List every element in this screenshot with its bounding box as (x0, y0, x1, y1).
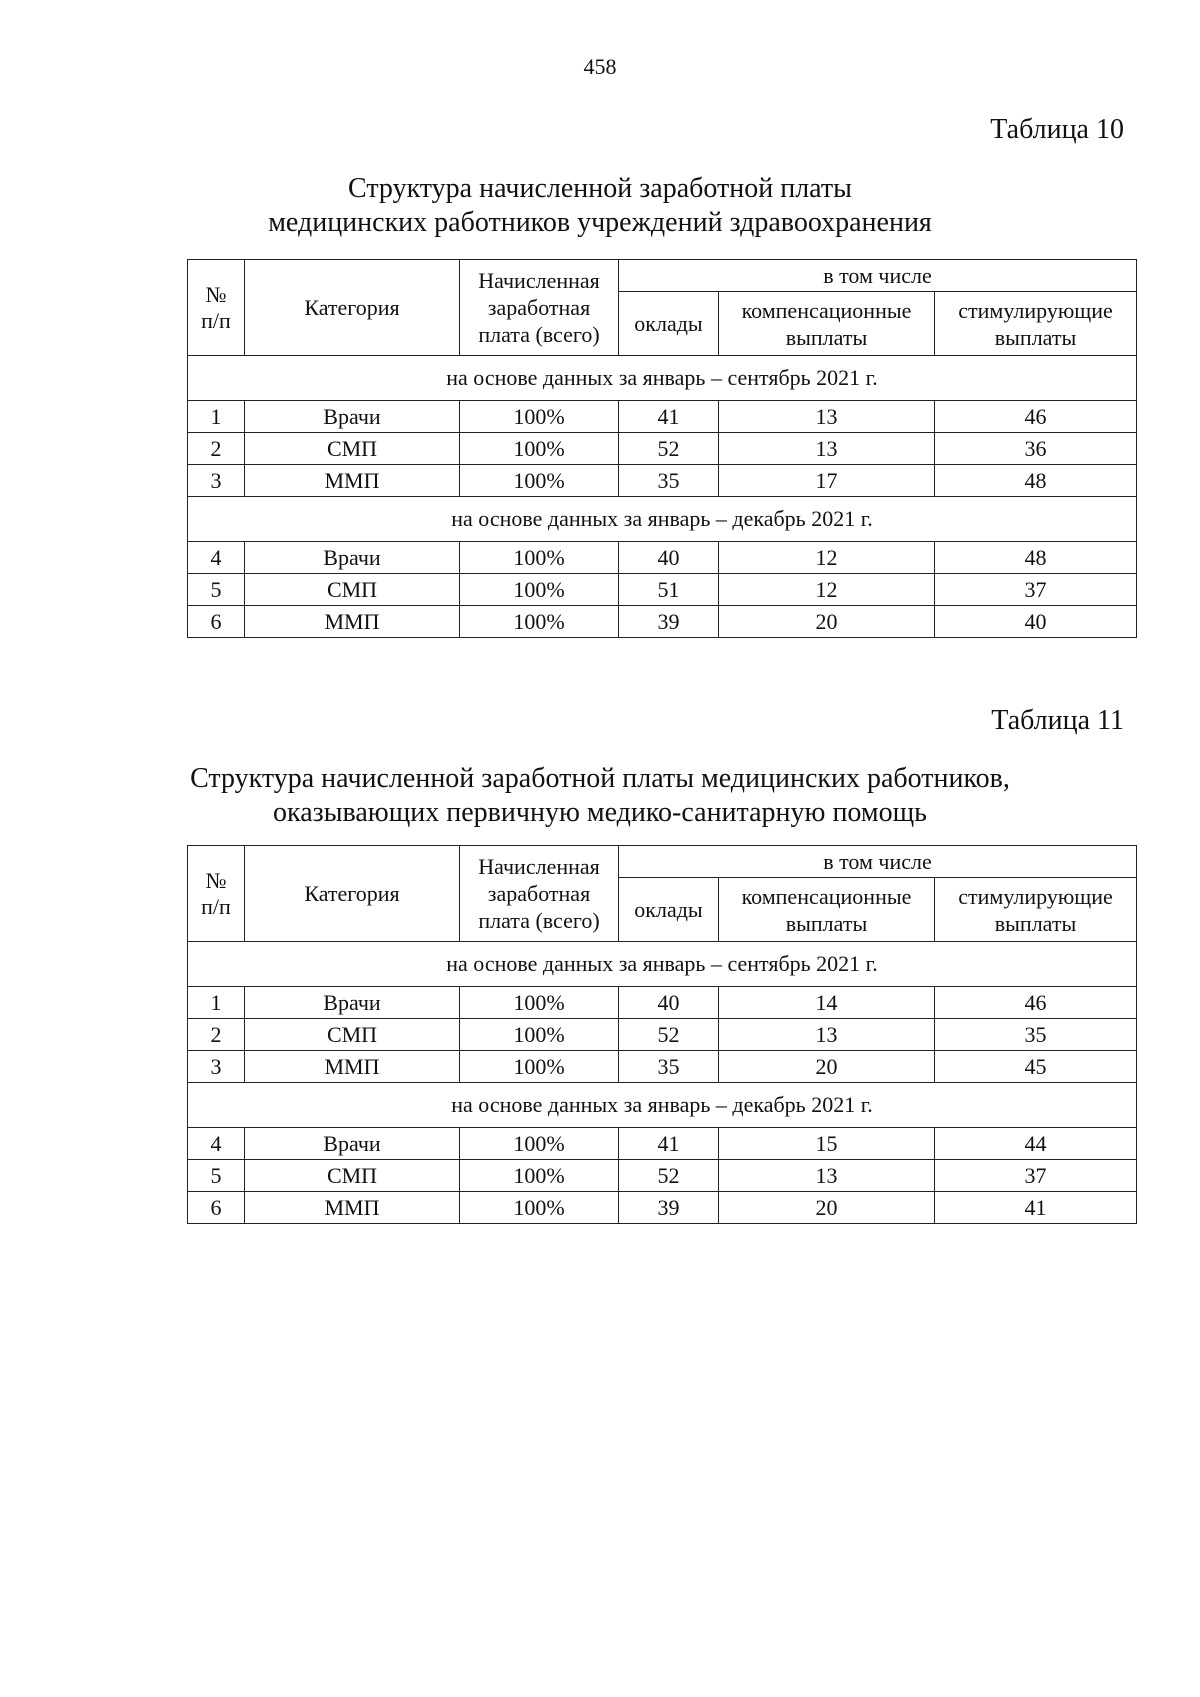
cell-salaries: 35 (619, 1051, 719, 1083)
cell-num: 2 (188, 433, 245, 465)
cell-incentive: 36 (935, 433, 1137, 465)
cell-salaries: 41 (619, 1128, 719, 1160)
cell-total: 100% (460, 987, 619, 1019)
header-incentive: стимулирующие выплаты (935, 878, 1137, 942)
cell-compensation: 17 (719, 465, 935, 497)
cell-total: 100% (460, 1160, 619, 1192)
cell-total: 100% (460, 542, 619, 574)
section-caption: на основе данных за январь – декабрь 2021 г. (188, 497, 1137, 542)
header-compensation: компенсационные выплаты (719, 878, 935, 942)
cell-incentive: 46 (935, 987, 1137, 1019)
cell-compensation: 20 (719, 1192, 935, 1224)
cell-total: 100% (460, 1051, 619, 1083)
cell-compensation: 13 (719, 1019, 935, 1051)
cell-compensation: 15 (719, 1128, 935, 1160)
table-row (188, 1051, 1137, 1083)
header-num-symbol: № (205, 867, 227, 893)
cell-salaries: 39 (619, 606, 719, 638)
cell-compensation: 12 (719, 574, 935, 606)
table-label: Таблица 10 (990, 114, 1124, 145)
cell-num: 6 (188, 1192, 245, 1224)
cell-num: 3 (188, 1051, 245, 1083)
cell-category: Врачи (245, 401, 460, 433)
cell-num: 5 (188, 1160, 245, 1192)
cell-incentive: 46 (935, 401, 1137, 433)
cell-compensation: 13 (719, 401, 935, 433)
cell-num: 1 (188, 987, 245, 1019)
table-title-line-1: Структура начисленной заработной платы медицинских работников, (190, 763, 1010, 794)
header-salaries: оклады (619, 878, 719, 942)
cell-category: СМП (245, 574, 460, 606)
cell-num: 4 (188, 542, 245, 574)
header-num-symbol: № (205, 281, 227, 307)
table-row (188, 465, 1137, 497)
table-row (188, 1128, 1137, 1160)
cell-compensation: 20 (719, 1051, 935, 1083)
cell-category: ММП (245, 1051, 460, 1083)
cell-incentive: 41 (935, 1192, 1137, 1224)
cell-category: СМП (245, 433, 460, 465)
cell-compensation: 13 (719, 433, 935, 465)
header-including: в том числе (619, 260, 1137, 292)
cell-incentive: 48 (935, 542, 1137, 574)
cell-salaries: 52 (619, 433, 719, 465)
cell-total: 100% (460, 606, 619, 638)
cell-incentive: 37 (935, 1160, 1137, 1192)
cell-num: 4 (188, 1128, 245, 1160)
salary-structure-table (187, 845, 1137, 1224)
cell-compensation: 14 (719, 987, 935, 1019)
cell-total: 100% (460, 1192, 619, 1224)
section-caption: на основе данных за январь – декабрь 2021 г. (188, 1083, 1137, 1128)
table-title-line-1: Структура начисленной заработной платы (348, 173, 852, 204)
section-caption: на основе данных за январь – сентябрь 2021 г. (188, 942, 1137, 987)
table-row (188, 987, 1137, 1019)
cell-incentive: 44 (935, 1128, 1137, 1160)
cell-salaries: 40 (619, 987, 719, 1019)
cell-category: Врачи (245, 1128, 460, 1160)
cell-salaries: 41 (619, 401, 719, 433)
cell-incentive: 40 (935, 606, 1137, 638)
header-num (188, 260, 245, 356)
header-including: в том числе (619, 846, 1137, 878)
cell-category: Врачи (245, 542, 460, 574)
cell-num: 6 (188, 606, 245, 638)
table-row (188, 574, 1137, 606)
cell-salaries: 35 (619, 465, 719, 497)
header-incentive: стимулирующие выплаты (935, 292, 1137, 356)
page-number: 458 (583, 54, 617, 79)
table-row (188, 1019, 1137, 1051)
header-num-abbrev: п/п (201, 893, 231, 919)
header-num (188, 846, 245, 942)
table-row (188, 1160, 1137, 1192)
cell-salaries: 51 (619, 574, 719, 606)
header-salaries: оклады (619, 292, 719, 356)
cell-salaries: 39 (619, 1192, 719, 1224)
section-caption: на основе данных за январь – сентябрь 2021 г. (188, 356, 1137, 401)
cell-num: 1 (188, 401, 245, 433)
cell-compensation: 12 (719, 542, 935, 574)
table-row (188, 606, 1137, 638)
cell-category: ММП (245, 465, 460, 497)
cell-category: Врачи (245, 987, 460, 1019)
cell-salaries: 52 (619, 1160, 719, 1192)
table-row (188, 1192, 1137, 1224)
cell-category: ММП (245, 1192, 460, 1224)
cell-incentive: 35 (935, 1019, 1137, 1051)
table-label: Таблица 11 (991, 705, 1124, 736)
cell-num: 5 (188, 574, 245, 606)
table-row (188, 542, 1137, 574)
cell-compensation: 20 (719, 606, 935, 638)
cell-total: 100% (460, 574, 619, 606)
cell-incentive: 48 (935, 465, 1137, 497)
cell-incentive: 37 (935, 574, 1137, 606)
cell-total: 100% (460, 401, 619, 433)
cell-total: 100% (460, 1019, 619, 1051)
header-compensation: компенсационные выплаты (719, 292, 935, 356)
cell-incentive: 45 (935, 1051, 1137, 1083)
cell-total: 100% (460, 433, 619, 465)
table-row (188, 401, 1137, 433)
cell-salaries: 40 (619, 542, 719, 574)
header-total: Начисленная заработная плата (всего) (460, 260, 619, 356)
cell-category: СМП (245, 1019, 460, 1051)
cell-total: 100% (460, 465, 619, 497)
salary-structure-table (187, 259, 1137, 638)
cell-compensation: 13 (719, 1160, 935, 1192)
cell-num: 2 (188, 1019, 245, 1051)
cell-category: ММП (245, 606, 460, 638)
header-num-abbrev: п/п (201, 307, 231, 333)
cell-total: 100% (460, 1128, 619, 1160)
cell-category: СМП (245, 1160, 460, 1192)
header-total: Начисленная заработная плата (всего) (460, 846, 619, 942)
cell-salaries: 52 (619, 1019, 719, 1051)
header-category: Категория (245, 260, 460, 356)
header-category: Категория (245, 846, 460, 942)
cell-num: 3 (188, 465, 245, 497)
table-title-line-2: медицинских работников учреждений здравоохранения (268, 207, 932, 238)
table-title-line-2: оказывающих первичную медико-санитарную помощь (273, 797, 927, 828)
table-row (188, 433, 1137, 465)
